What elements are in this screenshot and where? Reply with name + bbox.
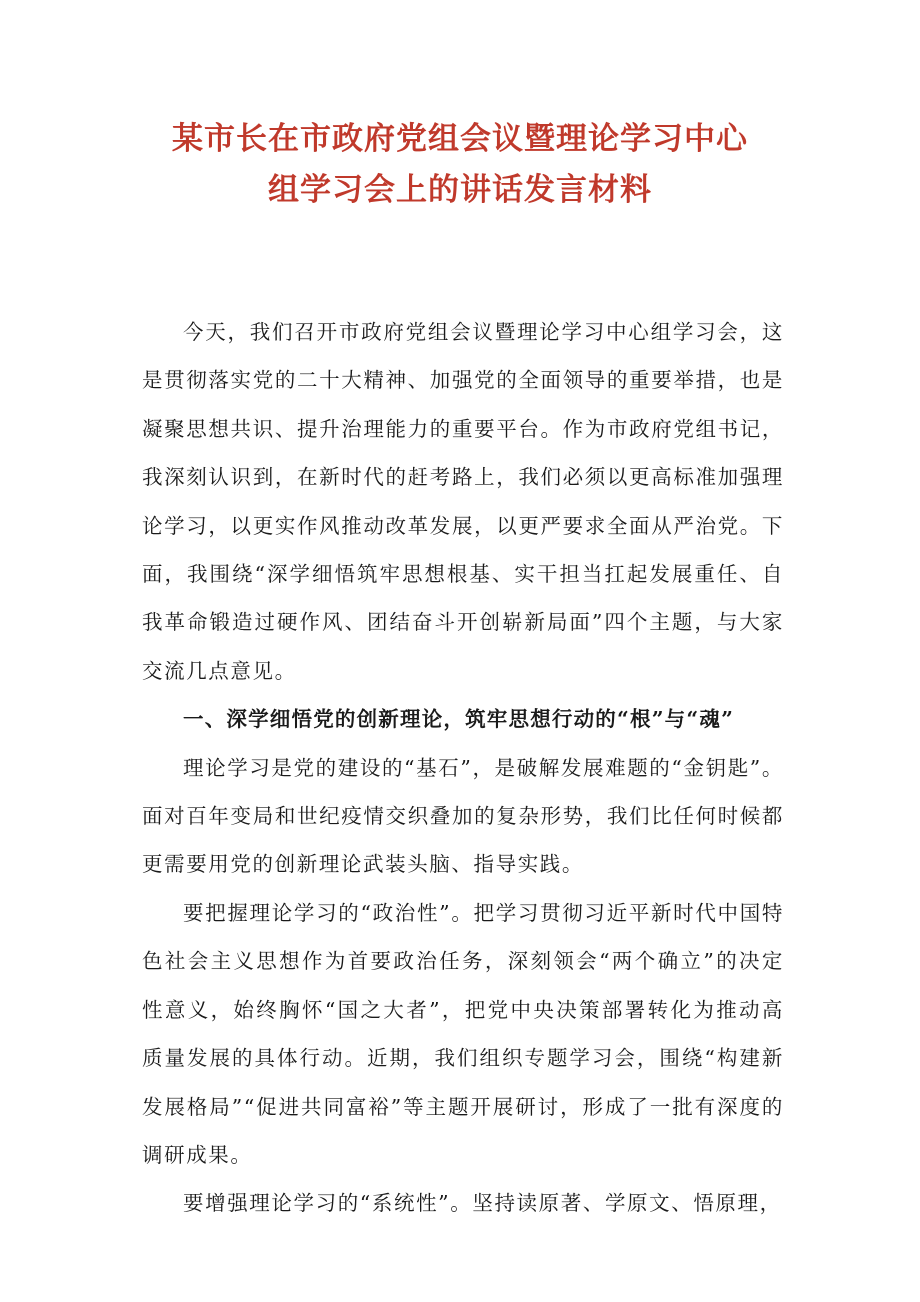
paragraph: 理论学习是党的建设的“基石”，是破解发展难题的“金钥匙”。面对百年变局和世纪疫情交织叠加的复杂形势，我们比任何时候都更需要用党的创新理论武装头脑、指导实践。 bbox=[142, 755, 784, 877]
paragraph: 要增强理论学习的“系统性”。坚持读原著、学原文、悟原理， bbox=[183, 1191, 782, 1216]
title-line-1: 某市长在市政府党组会议暨理论学习中心 bbox=[172, 121, 748, 157]
section-heading-1: 一、深学细悟党的创新理论，筑牢思想行动的“根”与“魂” bbox=[183, 707, 735, 732]
document-title bbox=[0, 114, 920, 216]
document-body bbox=[142, 308, 784, 1228]
title-line-2: 组学习会上的讲话发言材料 bbox=[268, 172, 652, 208]
paragraph: 要把握理论学习的“政治性”。把学习贯彻习近平新时代中国特色社会主义思想作为首要政治任务，深刻领会“两个确立”的决定性意义，始终胸怀“国之大者”，把党中央决策部署转化为推动高质量发展的具体行动。近期，我们组织专题学习会，围绕“构建新发展格局”“促进共同富裕”等主题开展研讨，形成了一批有深度的调研成果。 bbox=[142, 900, 784, 1167]
paragraph-intro: 今天，我们召开市政府党组会议暨理论学习中心组学习会，这是贯彻落实党的二十大精神、加强党的全面领导的重要举措，也是凝聚思想共识、提升治理能力的重要平台。作为市政府党组书记，我深刻认识到，在新时代的赶考路上，我们必须以更高标准加强理论学习，以更实作风推动改革发展，以更严要求全面从严治党。下面，我围绕“深学细悟筑牢思想根基、实干担当扛起发展重任、自我革命锻造过硬作风、团结奋斗开创崭新局面”四个主题，与大家交流几点意见。 bbox=[142, 320, 784, 683]
